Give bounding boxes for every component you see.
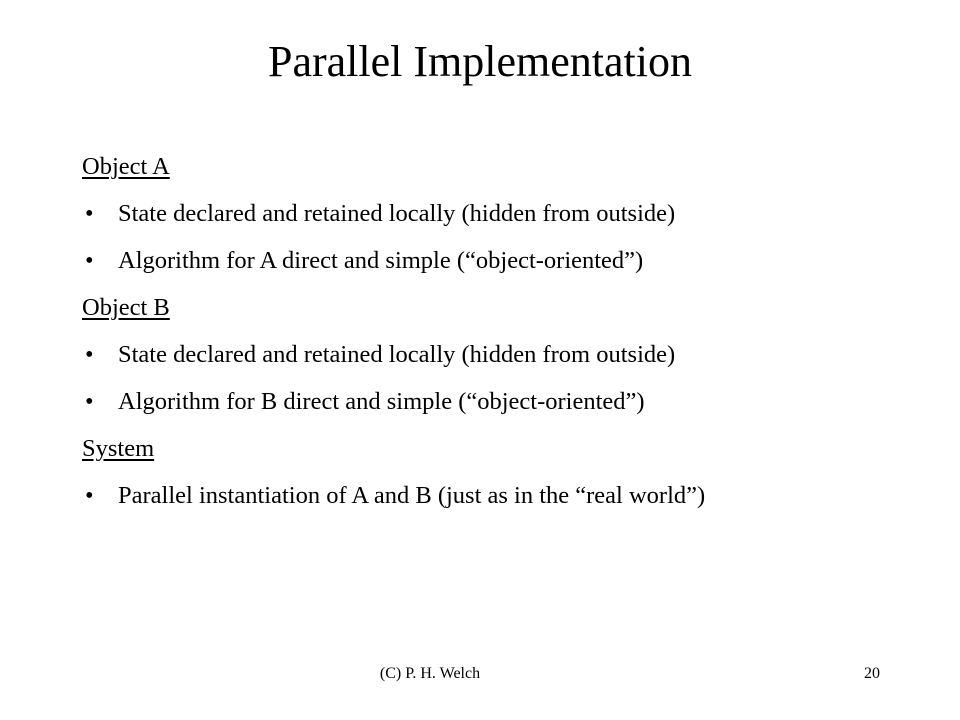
bullet-item [82,340,882,370]
section-heading-system: System [82,435,155,462]
bullet-text: State declared and retained locally (hidden from outside) [118,200,676,227]
bullet-icon: • [85,388,94,415]
bullet-item [82,199,882,229]
bullet-text: Parallel instantiation of A and B (just as in the “real world”) [118,482,706,509]
footer-author: (C) P. H. Welch [379,665,481,682]
slide-body [82,152,882,528]
bullet-item [82,481,882,511]
section-heading-object-a: Object A [82,153,170,180]
page-number: 20 [864,665,880,682]
bullet-icon: • [85,341,94,368]
bullet-text: Algorithm for A direct and simple (“object-oriented”) [118,247,644,274]
bullet-item [82,246,882,276]
bullet-text: Algorithm for B direct and simple (“object-oriented”) [118,388,645,415]
bullet-icon: • [85,200,94,227]
section-heading-object-b: Object B [82,294,170,321]
bullet-text: State declared and retained locally (hidden from outside) [118,341,676,368]
bullet-item [82,387,882,417]
bullet-icon: • [85,247,94,274]
bullet-icon: • [85,482,94,509]
slide-title: Parallel Implementation [268,37,692,86]
